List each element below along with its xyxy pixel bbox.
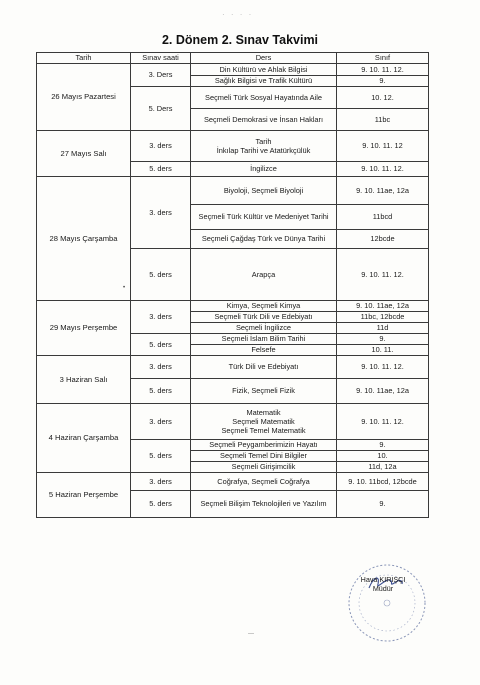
exam-period: 3. ders: [131, 473, 191, 491]
exam-schedule-table: [36, 52, 429, 518]
exam-date: 27 Mayıs Salı: [37, 131, 131, 177]
exam-date: 5 Haziran Perşembe: [37, 473, 131, 518]
header-date: Tarih: [37, 53, 131, 64]
class-level: 9. 10. 11ae, 12a: [337, 379, 429, 404]
class-level: 9. 10. 11. 12.: [337, 356, 429, 379]
course-name: Matematik Seçmeli Matematik Seçmeli Temel Matematik: [191, 404, 337, 440]
course-name: Seçmeli Peygamberimizin Hayatı: [191, 440, 337, 451]
exam-date: 28 Mayıs Çarşamba: [37, 177, 131, 301]
schedule-body: [37, 64, 429, 518]
exam-date: 3 Haziran Salı: [37, 356, 131, 404]
class-level: 10.: [337, 451, 429, 462]
scan-mark-dash: —: [248, 631, 254, 637]
course-name: Seçmeli İngilizce: [191, 323, 337, 334]
signature-block: [338, 575, 428, 594]
class-level: 10. 12.: [337, 87, 429, 109]
exam-period: 3. ders: [131, 301, 191, 334]
header-row: [37, 53, 429, 64]
class-level: 9. 10. 11. 12.: [337, 162, 429, 177]
course-name: Fizik, Seçmeli Fizik: [191, 379, 337, 404]
table-row: [37, 404, 429, 440]
exam-period: 5. ders: [131, 162, 191, 177]
exam-period: 3. ders: [131, 404, 191, 440]
course-name: Seçmeli Demokrasi ve İnsan Hakları: [191, 109, 337, 131]
table-row: [37, 356, 429, 379]
exam-date: 29 Mayıs Perşembe: [37, 301, 131, 356]
class-level: 9. 10. 11bcd, 12bcde: [337, 473, 429, 491]
class-level: 9. 10. 11. 12.: [337, 404, 429, 440]
exam-period: 5. ders: [131, 334, 191, 356]
class-level: 9.: [337, 334, 429, 345]
course-name: Seçmeli Temel Dini Bilgiler: [191, 451, 337, 462]
header-exam-time: Sınav saati: [131, 53, 191, 64]
scan-artifact: · · · ·: [222, 10, 254, 19]
class-level: 11bcd: [337, 205, 429, 230]
exam-period: 5. Ders: [131, 87, 191, 131]
class-level: 10. 11.: [337, 345, 429, 356]
exam-period: 3. ders: [131, 356, 191, 379]
class-level: 11bc: [337, 109, 429, 131]
course-name: Seçmeli Türk Kültür ve Medeniyet Tarihi: [191, 205, 337, 230]
exam-period: 5. ders: [131, 379, 191, 404]
class-level: 9. 10. 11ae, 12a: [337, 177, 429, 205]
table-row: [37, 177, 429, 205]
course-name: Tarih İnkılap Tarihi ve Atatürkçülük: [191, 131, 337, 162]
class-level: 11d, 12a: [337, 462, 429, 473]
course-name: Seçmeli Bilişim Teknolojileri ve Yazılım: [191, 491, 337, 518]
exam-date: 4 Haziran Çarşamba: [37, 404, 131, 473]
class-level: 9.: [337, 491, 429, 518]
signer-name: Hava KIRIŞÇI: [360, 575, 406, 584]
class-level: 9.: [337, 440, 429, 451]
class-level: 9. 10. 11. 12.: [337, 64, 429, 76]
course-name: Biyoloji, Seçmeli Biyoloji: [191, 177, 337, 205]
header-course: Ders: [191, 53, 337, 64]
course-name: Kimya, Seçmeli Kimya: [191, 301, 337, 312]
course-name: Din Kültürü ve Ahlak Bilgisi: [191, 64, 337, 76]
table-row: [37, 301, 429, 312]
page-title: 2. Dönem 2. Sınav Takvimi: [161, 33, 319, 47]
class-level: 11bc, 12bcde: [337, 312, 429, 323]
course-name: İngilizce: [191, 162, 337, 177]
exam-period: 5. ders: [131, 491, 191, 518]
signer-role: Müdür: [372, 584, 394, 594]
class-level: 9. 10. 11. 12.: [337, 249, 429, 301]
exam-period: 3. ders: [131, 177, 191, 249]
table-row: [37, 64, 429, 76]
table-row: [37, 473, 429, 491]
header-class: Sınıf: [337, 53, 429, 64]
course-name: Türk Dili ve Edebiyatı: [191, 356, 337, 379]
class-level: 9. 10. 11ae, 12a: [337, 301, 429, 312]
course-name: Seçmeli Türk Sosyal Hayatında Aile: [191, 87, 337, 109]
course-name: Arapça: [191, 249, 337, 301]
course-name: Seçmeli İslam Bilim Tarihi: [191, 334, 337, 345]
course-name: Seçmeli Türk Dili ve Edebiyatı: [191, 312, 337, 323]
exam-date: 26 Mayıs Pazartesi: [37, 64, 131, 131]
exam-period: 5. ders: [131, 440, 191, 473]
scan-mark-dot: •: [123, 285, 126, 291]
course-name: Seçmeli Girişimcilik: [191, 462, 337, 473]
class-level: 9. 10. 11. 12: [337, 131, 429, 162]
course-name: Felsefe: [191, 345, 337, 356]
class-level: 12bcde: [337, 230, 429, 249]
course-name: Seçmeli Çağdaş Türk ve Dünya Tarihi: [191, 230, 337, 249]
class-level: 11d: [337, 323, 429, 334]
exam-period: 5. ders: [131, 249, 191, 301]
exam-period: 3. ders: [131, 131, 191, 162]
course-name: Sağlık Bilgisi ve Trafik Kültürü: [191, 76, 337, 87]
table-row: [37, 131, 429, 162]
class-level: 9.: [337, 76, 429, 87]
course-name: Coğrafya, Seçmeli Coğrafya: [191, 473, 337, 491]
exam-period: 3. Ders: [131, 64, 191, 87]
